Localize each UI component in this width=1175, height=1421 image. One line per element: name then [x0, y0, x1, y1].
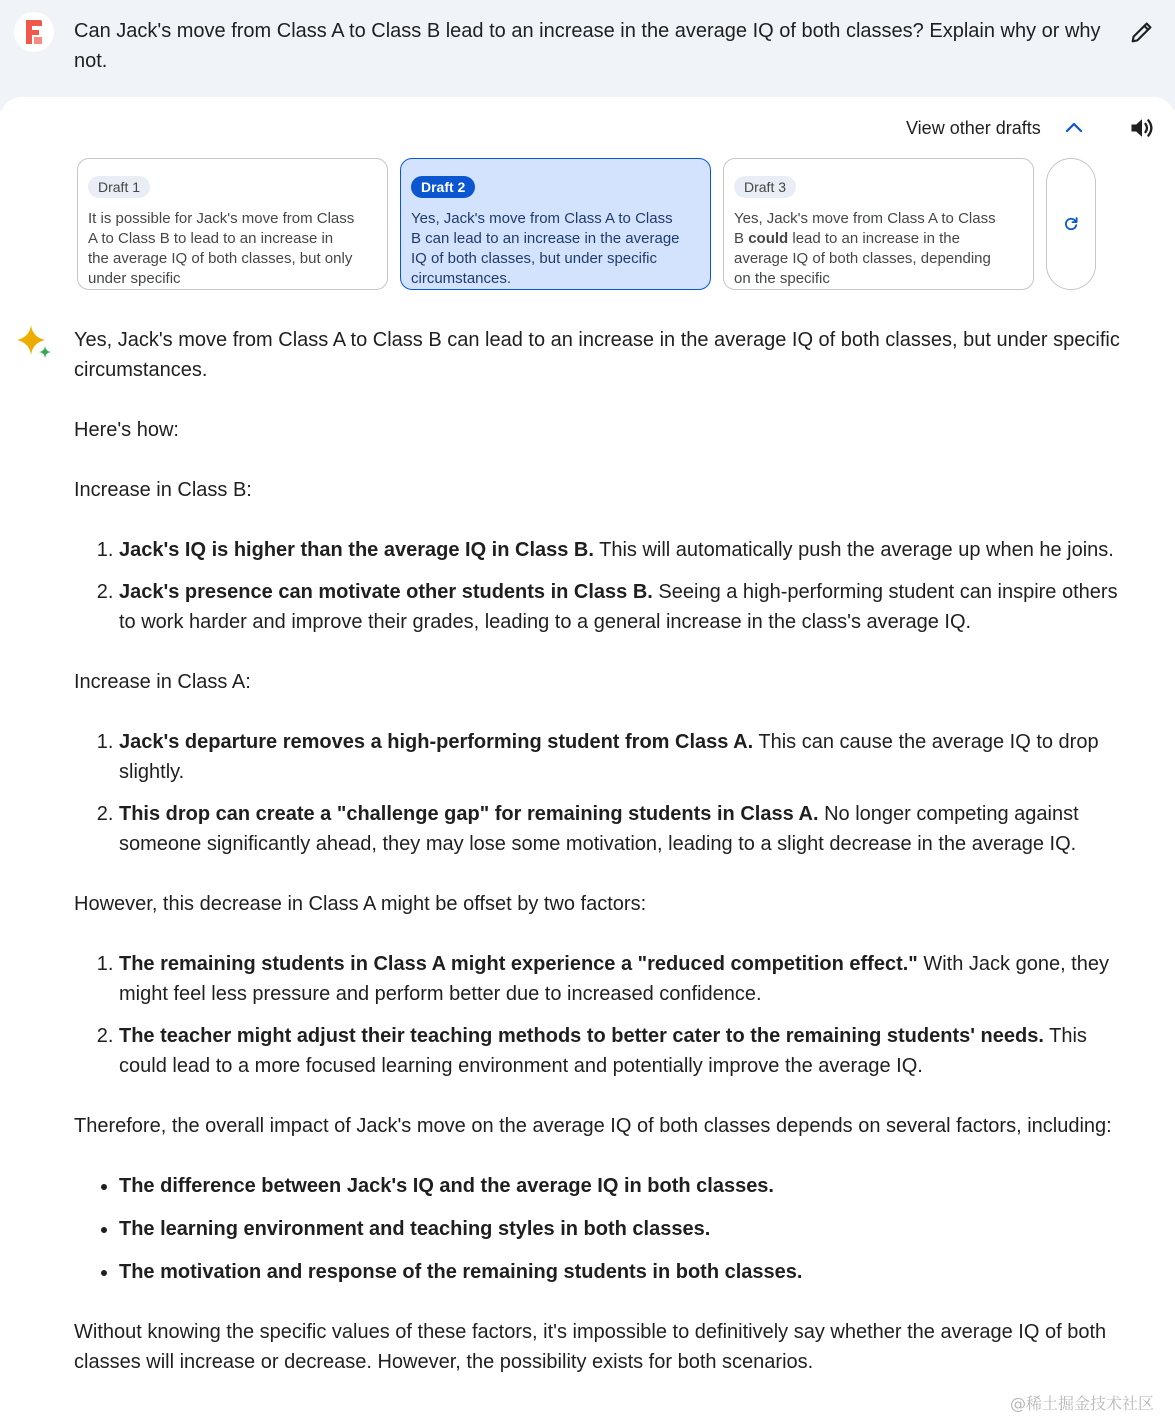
- list-item-text: This will automatically push the average up when he joins.: [593, 539, 1114, 561]
- list-item-text: This could lead to a more focused learning environment and potentially improve the average IQ.: [119, 1025, 1087, 1077]
- list-item-text: This can cause the average IQ to drop slightly.: [119, 731, 1099, 783]
- avatar-logo-icon: [22, 18, 46, 46]
- list-item: [119, 1257, 1134, 1287]
- therefore-text: Therefore, the overall impact of Jack's move on the average IQ of both classes depends on several factors, including:: [74, 1115, 1112, 1137]
- sparkle-icon: [16, 324, 52, 360]
- list-item-text: With Jack gone, they might feel less pressure and perform better due to increased confidence.: [119, 953, 1109, 1005]
- draft-label: Draft 3: [734, 176, 796, 198]
- answer-how: Here's how:: [74, 419, 179, 441]
- watermark: @稀土掘金技术社区: [1010, 1394, 1155, 1413]
- list-item-bold: The learning environment and teaching styles in both classes.: [119, 1218, 711, 1240]
- list-item: [119, 535, 1134, 565]
- section-heading-class-b: Increase in Class B:: [74, 479, 252, 501]
- list-item: [119, 1171, 1134, 1201]
- section-heading-class-a: Increase in Class A:: [74, 671, 251, 693]
- chevron-up-icon[interactable]: [1062, 116, 1086, 140]
- list-item-bold: Jack's presence can motivate other students in Class B.: [119, 581, 653, 603]
- draft-card-3[interactable]: [723, 158, 1034, 290]
- list-item-bold: The teacher might adjust their teaching methods to better cater to the remaining students' needs.: [119, 1025, 1044, 1047]
- class-b-list: [74, 535, 1134, 637]
- list-item: [119, 1214, 1134, 1244]
- list-item-bold: Jack's departure removes a high-performing student from Class A.: [119, 731, 754, 753]
- offset-list: [74, 949, 1134, 1081]
- list-item: [119, 727, 1134, 787]
- answer-intro: Yes, Jack's move from Class A to Class B can lead to an increase in the average IQ of both classes, but under specific circumstances.: [74, 329, 1120, 381]
- list-item: [119, 577, 1134, 637]
- list-item-bold: The remaining students in Class A might experience a "reduced competition effect.": [119, 953, 918, 975]
- list-item-bold: Jack's IQ is higher than the average IQ in Class B.: [119, 539, 594, 561]
- response-body: [74, 325, 1134, 1407]
- draft-preview-text: It is possible for Jack's move from Class A to Class B to lead to an increase in the average IQ of both classes, but only under specific: [88, 210, 355, 287]
- draft-label: Draft 2: [411, 176, 475, 198]
- draft-text-part: lead to an increase in the average IQ of both classes, depending on the specific: [734, 230, 991, 287]
- list-item-bold: The motivation and response of the remaining students in both classes.: [119, 1261, 803, 1283]
- draft-text-bold: could: [748, 230, 789, 247]
- list-item: [119, 1021, 1134, 1081]
- offset-intro: However, this decrease in Class A might be offset by two factors:: [74, 893, 647, 915]
- list-item-bold: This drop can create a "challenge gap" for remaining students in Class A.: [119, 803, 819, 825]
- list-item: [119, 949, 1134, 1009]
- draft-text-part: Yes, Jack's move from Class A to Class B: [734, 210, 996, 247]
- refresh-icon: [1062, 215, 1080, 233]
- speaker-icon[interactable]: [1128, 114, 1156, 142]
- prompt-text: Can Jack's move from Class A to Class B lead to an increase in the average IQ of both classes? Explain why or why not.: [74, 20, 1101, 72]
- list-item: [119, 799, 1134, 859]
- list-item-text: Seeing a high-performing student can inspire others to work harder and improve their grades, leading to a general increase in the class's average IQ.: [119, 581, 1118, 633]
- class-a-list: [74, 727, 1134, 859]
- user-avatar-logo: [14, 12, 54, 52]
- regenerate-drafts-button[interactable]: [1046, 158, 1096, 290]
- factors-list: [74, 1171, 1134, 1287]
- draft-preview-text: Yes, Jack's move from Class A to Class B can lead to an increase in the average IQ of both classes, but under specific circumstances.: [411, 210, 680, 287]
- list-item-text: No longer competing against someone significantly ahead, they may lose some motivation, leading to a slight decrease in the average IQ.: [119, 803, 1079, 855]
- list-item-bold: The difference between Jack's IQ and the average IQ in both classes.: [119, 1175, 774, 1197]
- draft-label: Draft 1: [88, 176, 150, 198]
- draft-card-1[interactable]: [77, 158, 388, 290]
- view-other-drafts-button[interactable]: View other drafts: [906, 118, 1041, 138]
- pencil-icon[interactable]: [1128, 18, 1156, 46]
- draft-card-2[interactable]: [400, 158, 711, 290]
- draft-preview-text: [734, 209, 1004, 289]
- conclusion-text: Without knowing the specific values of these factors, it's impossible to definitively say whether the average IQ of both classes will increase or decrease. However, the possibility exists for both scenarios.: [74, 1321, 1107, 1373]
